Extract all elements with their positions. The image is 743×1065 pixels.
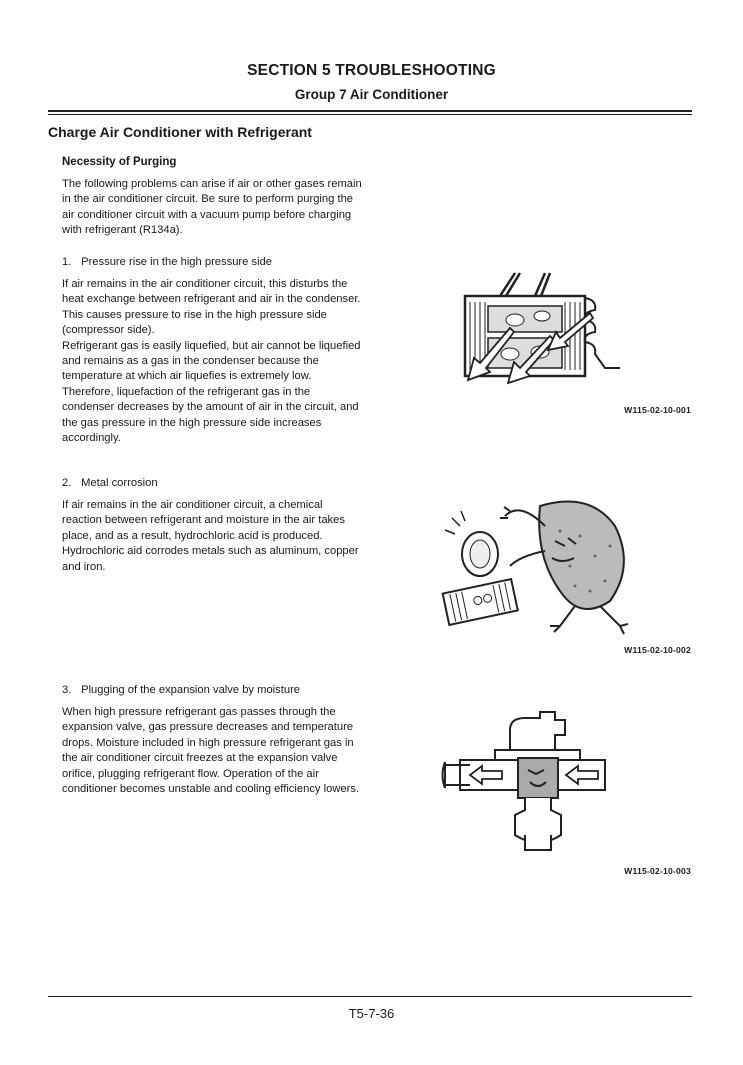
figure-code-3: W115-02-10-003 (624, 866, 691, 876)
item-1-body: If air remains in the air conditioner circuit, this disturbs the heat exchange between refrigerant and air in the condenser. This causes pressure to rise in the high pressure side (compressor side). Refrigerant gas is easily liquefied, but air cannot be liquefied and remains as a gas in the condenser because the temperature at which air liquefies is extremely low. Therefore, liquefaction of the refrigerant gas in the condenser decreases by the amount of air in the circuit, and the gas pressure in the high pressure side increases accordingly. (62, 278, 361, 445)
section-title: SECTION 5 TROUBLESHOOTING (247, 62, 496, 79)
item-2-number: 2. (62, 477, 72, 489)
footer-rule (48, 996, 692, 997)
item-1-number: 1. (62, 256, 72, 268)
page-number: T5-7-36 (348, 1006, 395, 1021)
item-2-title: Metal corrosion (81, 477, 158, 489)
sub-heading: Necessity of Purging (62, 156, 177, 168)
item-3-body: When high pressure refrigerant gas passes through the expansion valve, gas pressure decreases and temperature drops. Moisture included in high pressure refrigerant gas in the air conditioner circuit freezes at the expansion valve orifice, plugging refrigerant flow. Operation of the air conditioner becomes unstable and cooling efficiency lowers. (62, 706, 360, 796)
figure-code-2: W115-02-10-002 (624, 645, 691, 655)
expansion-valve-illustration (440, 710, 620, 860)
item-2-body: If air remains in the air conditioner circuit, a chemical reaction between refrigerant and moisture in the air takes place, and as a result, hydrochloric acid is produced. Hydrochloric aid corrodes metals such as aluminum, copper and iron. (62, 499, 359, 573)
intro-paragraph: The following problems can arise if air or other gases remain in the air conditioner circuit. Be sure to perform purging the air conditioner circuit with a vacuum pump before charging with refrigerant (R134a). (62, 178, 362, 237)
item-1-title: Pressure rise in the high pressure side (81, 256, 273, 268)
item-3-title: Plugging of the expansion valve by moisture (81, 684, 301, 696)
item-2-heading (62, 477, 158, 489)
condenser-illustration (440, 268, 620, 393)
main-heading: Charge Air Conditioner with Refrigerant (48, 124, 312, 140)
figure-code-1: W115-02-10-001 (624, 405, 691, 415)
item-3-number: 3. (62, 684, 72, 696)
item-3-heading (62, 684, 300, 696)
header-rule-thin (48, 114, 692, 115)
item-1-heading (62, 256, 272, 268)
header-rule-thick (48, 110, 692, 112)
group-title: Group 7 Air Conditioner (294, 87, 449, 102)
corrosion-illustration (440, 496, 640, 636)
